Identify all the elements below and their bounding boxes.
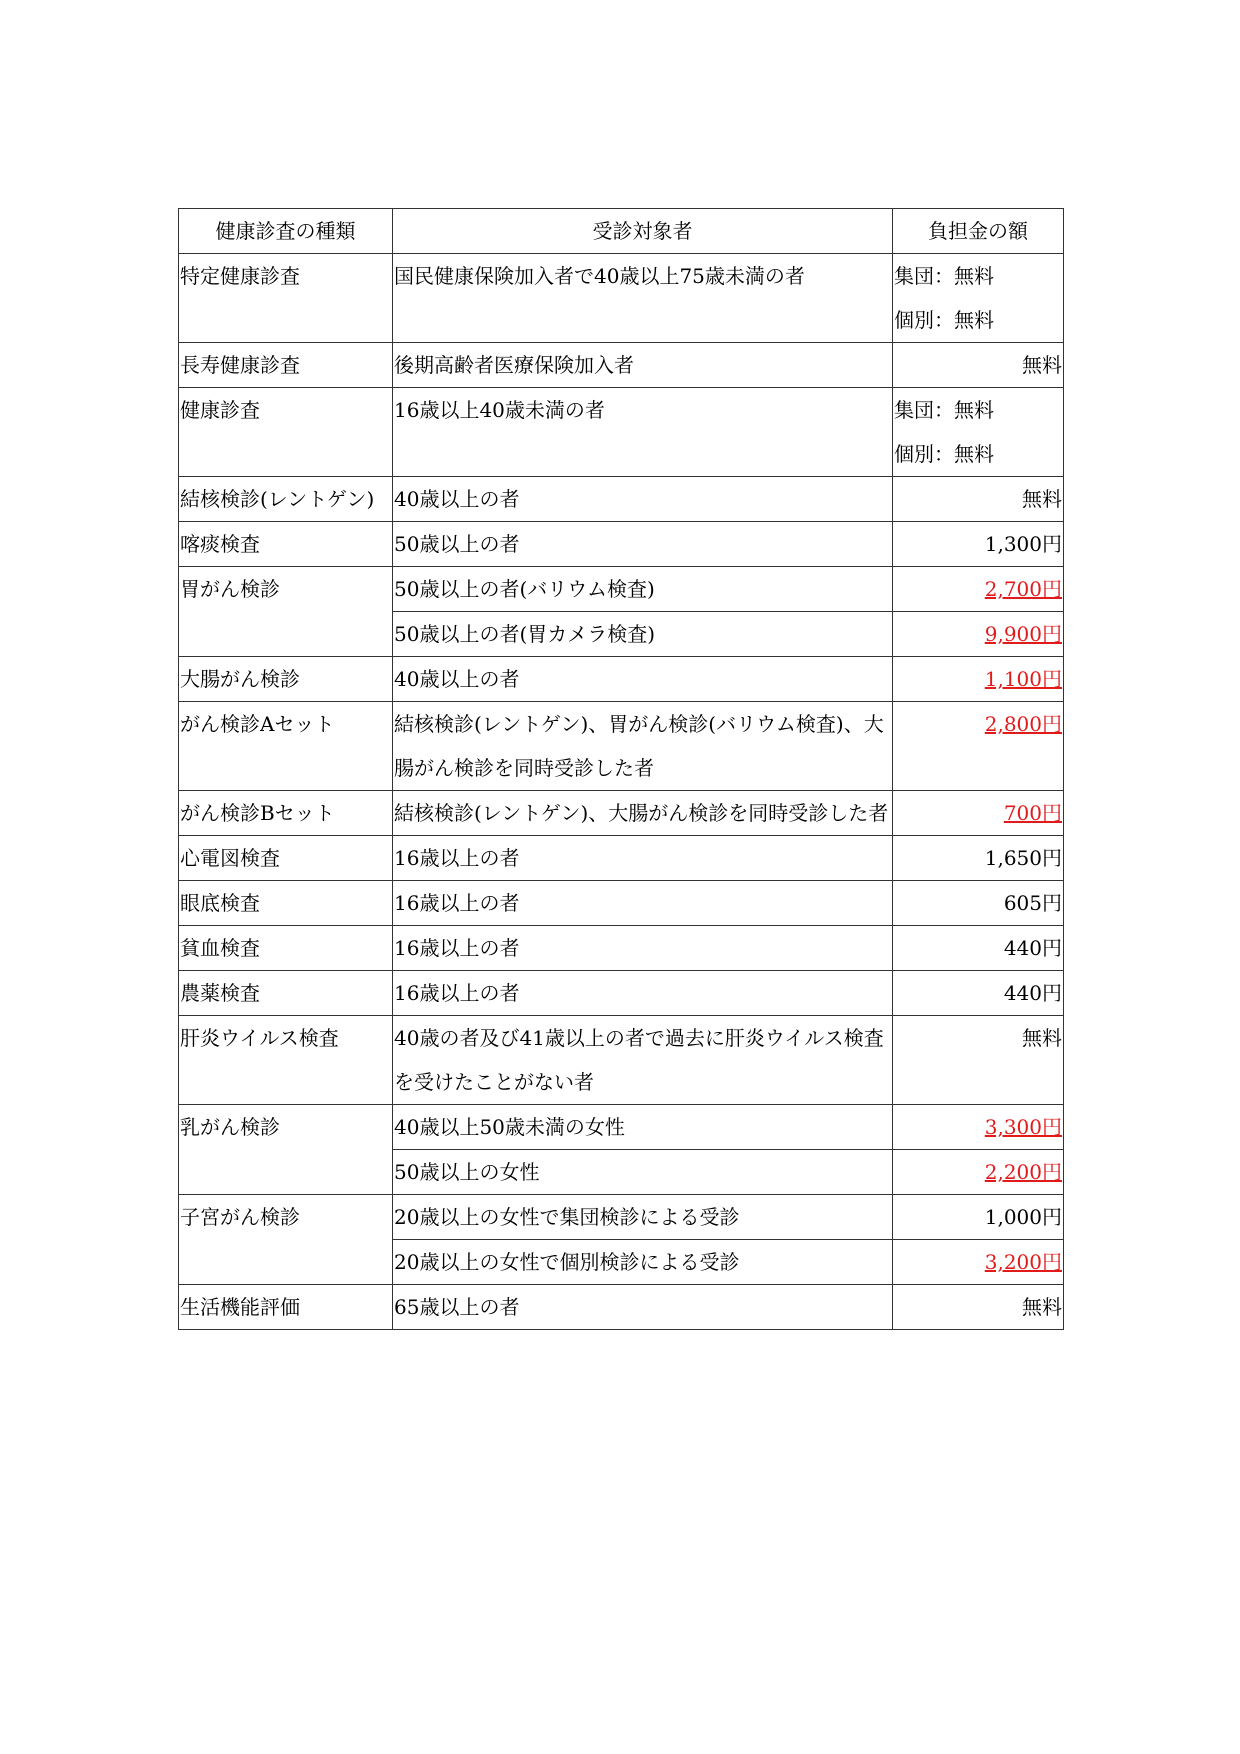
fee-value: 1,300円 xyxy=(984,532,1062,556)
header-fee-amount: 負担金の額 xyxy=(893,209,1064,254)
checkup-type-cell: 眼底検査 xyxy=(179,881,393,926)
fee-cell xyxy=(893,791,1064,836)
fee-value: 1,100円 xyxy=(984,667,1062,691)
checkup-type-cell: 結核検診(レントゲン) xyxy=(179,477,393,522)
checkup-type-cell: がん検診Bセット xyxy=(179,791,393,836)
fee-value: 700円 xyxy=(1003,801,1062,825)
table-row xyxy=(179,477,1064,522)
fee-cell xyxy=(893,1240,1064,1285)
fee-cell xyxy=(893,612,1064,657)
eligible-persons-cell: 後期高齢者医療保険加入者 xyxy=(393,343,893,388)
fee-cell xyxy=(893,343,1064,388)
checkup-type-cell: 長寿健康診査 xyxy=(179,343,393,388)
table-row xyxy=(179,1195,1064,1240)
table-row xyxy=(179,254,1064,343)
fee-line: 個別：無料 xyxy=(894,442,994,466)
fee-cell xyxy=(893,1105,1064,1150)
fee-value: 605円 xyxy=(1003,891,1062,915)
fee-value: 3,200円 xyxy=(984,1250,1062,1274)
fee-line: 集団：無料 xyxy=(894,264,994,288)
eligible-persons-cell: 50歳以上の者(胃カメラ検査) xyxy=(393,612,893,657)
table-row xyxy=(179,971,1064,1016)
eligible-persons-cell: 国民健康保険加入者で40歳以上75歳未満の者 xyxy=(393,254,893,343)
checkup-type-cell: 生活機能評価 xyxy=(179,1285,393,1330)
fee-cell xyxy=(893,657,1064,702)
table-row xyxy=(179,1105,1064,1150)
header-checkup-type: 健康診査の種類 xyxy=(179,209,393,254)
eligible-persons-cell: 結核検診(レントゲン)、胃がん検診(バリウム検査)、大腸がん検診を同時受診した者 xyxy=(393,702,893,791)
fee-cell xyxy=(893,254,1064,343)
table-row xyxy=(179,567,1064,612)
fee-cell xyxy=(893,702,1064,791)
eligible-persons-cell: 20歳以上の女性で集団検診による受診 xyxy=(393,1195,893,1240)
eligible-persons-cell: 16歳以上の者 xyxy=(393,971,893,1016)
eligible-persons-cell: 20歳以上の女性で個別検診による受診 xyxy=(393,1240,893,1285)
fee-value: 無料 xyxy=(1022,353,1062,377)
checkup-type-cell: 肝炎ウイルス検査 xyxy=(179,1016,393,1105)
fee-value: 3,300円 xyxy=(984,1115,1062,1139)
eligible-persons-cell: 40歳以上の者 xyxy=(393,477,893,522)
eligible-persons-cell: 16歳以上の者 xyxy=(393,836,893,881)
table-row xyxy=(179,836,1064,881)
eligible-persons-cell: 16歳以上の者 xyxy=(393,881,893,926)
table-body xyxy=(179,254,1064,1330)
checkup-type-cell: 子宮がん検診 xyxy=(179,1195,393,1285)
checkup-type-cell: 心電図検査 xyxy=(179,836,393,881)
eligible-persons-cell: 40歳以上の者 xyxy=(393,657,893,702)
fee-value: 1,650円 xyxy=(984,846,1062,870)
table-row xyxy=(179,1016,1064,1105)
fee-value: 2,800円 xyxy=(984,712,1062,736)
fee-value: 440円 xyxy=(1003,936,1062,960)
fee-value: 無料 xyxy=(1022,1026,1062,1050)
fee-cell xyxy=(893,567,1064,612)
health-checkup-fee-table xyxy=(178,208,1064,1330)
table-row xyxy=(179,343,1064,388)
checkup-type-cell: 健康診査 xyxy=(179,388,393,477)
fee-cell xyxy=(893,1285,1064,1330)
table-row xyxy=(179,388,1064,477)
fee-line: 個別：無料 xyxy=(894,308,994,332)
checkup-type-cell: 胃がん検診 xyxy=(179,567,393,657)
eligible-persons-cell: 50歳以上の者(バリウム検査) xyxy=(393,567,893,612)
fee-value: 9,900円 xyxy=(984,622,1062,646)
checkup-type-cell: 喀痰検査 xyxy=(179,522,393,567)
table-row xyxy=(179,522,1064,567)
eligible-persons-cell: 40歳以上50歳未満の女性 xyxy=(393,1105,893,1150)
checkup-type-cell: 特定健康診査 xyxy=(179,254,393,343)
checkup-type-cell: 農薬検査 xyxy=(179,971,393,1016)
header-eligible-persons: 受診対象者 xyxy=(393,209,893,254)
fee-cell xyxy=(893,522,1064,567)
fee-cell xyxy=(893,1150,1064,1195)
table-row xyxy=(179,1285,1064,1330)
table-row xyxy=(179,881,1064,926)
eligible-persons-cell: 結核検診(レントゲン)、大腸がん検診を同時受診した者 xyxy=(393,791,893,836)
fee-cell xyxy=(893,1195,1064,1240)
checkup-type-cell: 乳がん検診 xyxy=(179,1105,393,1195)
checkup-type-cell: 大腸がん検診 xyxy=(179,657,393,702)
table-row xyxy=(179,657,1064,702)
table-header-row xyxy=(179,209,1064,254)
fee-cell xyxy=(893,971,1064,1016)
fee-value: 無料 xyxy=(1022,487,1062,511)
eligible-persons-cell: 65歳以上の者 xyxy=(393,1285,893,1330)
eligible-persons-cell: 16歳以上40歳未満の者 xyxy=(393,388,893,477)
eligible-persons-cell: 40歳の者及び41歳以上の者で過去に肝炎ウイルス検査を受けたことがない者 xyxy=(393,1016,893,1105)
fee-cell xyxy=(893,477,1064,522)
eligible-persons-cell: 50歳以上の女性 xyxy=(393,1150,893,1195)
checkup-type-cell: がん検診Aセット xyxy=(179,702,393,791)
fee-cell xyxy=(893,926,1064,971)
fee-cell xyxy=(893,881,1064,926)
eligible-persons-cell: 16歳以上の者 xyxy=(393,926,893,971)
table-row xyxy=(179,791,1064,836)
fee-line: 集団：無料 xyxy=(894,398,994,422)
fee-value: 1,000円 xyxy=(984,1205,1062,1229)
table-row xyxy=(179,702,1064,791)
fee-value: 2,200円 xyxy=(984,1160,1062,1184)
fee-cell xyxy=(893,836,1064,881)
fee-cell xyxy=(893,388,1064,477)
eligible-persons-cell: 50歳以上の者 xyxy=(393,522,893,567)
table-row xyxy=(179,926,1064,971)
fee-value: 無料 xyxy=(1022,1295,1062,1319)
fee-cell xyxy=(893,1016,1064,1105)
fee-value: 2,700円 xyxy=(984,577,1062,601)
fee-value: 440円 xyxy=(1003,981,1062,1005)
checkup-type-cell: 貧血検査 xyxy=(179,926,393,971)
